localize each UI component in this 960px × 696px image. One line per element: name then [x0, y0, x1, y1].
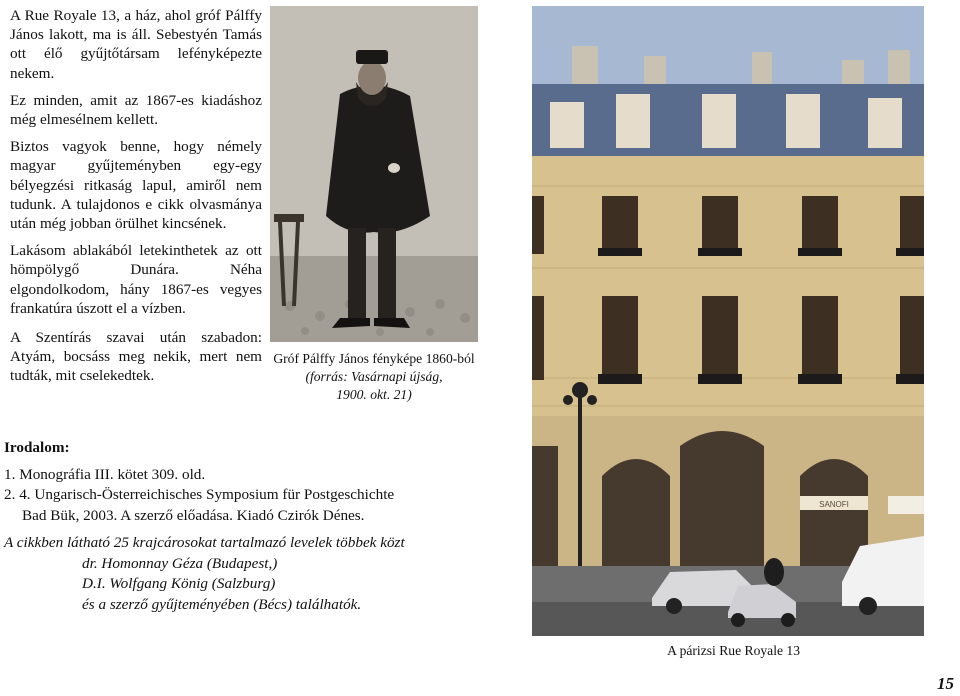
references-section — [4, 438, 524, 526]
reference-line: 2. 4. Ungarisch-Österreichisches Symposium für Postgeschichte — [4, 486, 395, 503]
references-heading: Irodalom: — [4, 439, 70, 456]
reference-line: 1. Monográfia III. kötet 309. old. — [4, 465, 206, 483]
paragraph-scripture: A Szentírás szavai után szabadon: Atyám, bocsáss meg nekik, mert nem tudták, mit cselekedtek. — [10, 329, 262, 385]
credits-intro: A cikkben látható 25 krajcárosokat tartalmazó levelek többek közt — [4, 534, 405, 551]
reference-item — [4, 465, 524, 486]
reference-line-continued: Bad Bük, 2003. A szerző előadása. Kiadó Czirók Dénes. — [22, 506, 365, 524]
portrait-photo — [270, 6, 478, 342]
credits-line: dr. Homonnay Géza (Budapest,) — [82, 554, 278, 572]
page-number: 15 — [937, 674, 954, 693]
paragraph-1867-edition: Ez minden, amit az 1867-es kiadáshoz még elmesélnem kellett. — [10, 91, 262, 129]
building-photo — [532, 6, 924, 636]
credits-section — [4, 533, 524, 615]
credits-line: D.I. Wolfgang König (Salzburg) — [82, 575, 276, 592]
paragraph-collections: Biztos vagyok benne, hogy némely magyar gyűjteményben egy-egy bélyegzési ritkaság lapul, amiről nem tudunk. A tulajdonos e cikk olvasmánya után még jobban örülhet kincsének. — [10, 138, 262, 233]
credits-line: és a szerző gyűjteményében (Bécs) találhatók. — [82, 595, 362, 613]
portrait-caption: Gróf Pálffy János fényképe 1860-ból — [273, 351, 475, 366]
paragraph-rue-royale: A Rue Royale 13, a ház, ahol gróf Pálffy János lakott, ma is áll. Sebestyén Tamás ott élő gyűjtőtársam lefényképezte nekem. — [10, 7, 262, 82]
article-text-column — [10, 6, 262, 394]
portrait-caption-block — [268, 350, 480, 404]
shop-sign: SANOFI — [819, 500, 849, 509]
reference-item — [4, 485, 524, 526]
paragraph-danube: Lakásom ablakából letekinthetek az ott hömpölygő Dunára. Néha elgondolkodom, hány 1867-es vegyes frankatúra úszott el a vízben. — [10, 242, 262, 317]
building-caption: A párizsi Rue Royale 13 — [667, 643, 800, 658]
portrait-source-line-2: 1900. okt. 21) — [336, 387, 412, 402]
building-illustration — [532, 6, 924, 636]
portrait-illustration — [270, 6, 478, 342]
portrait-source-line-1: (forrás: Vasárnapi újság, — [305, 369, 443, 384]
